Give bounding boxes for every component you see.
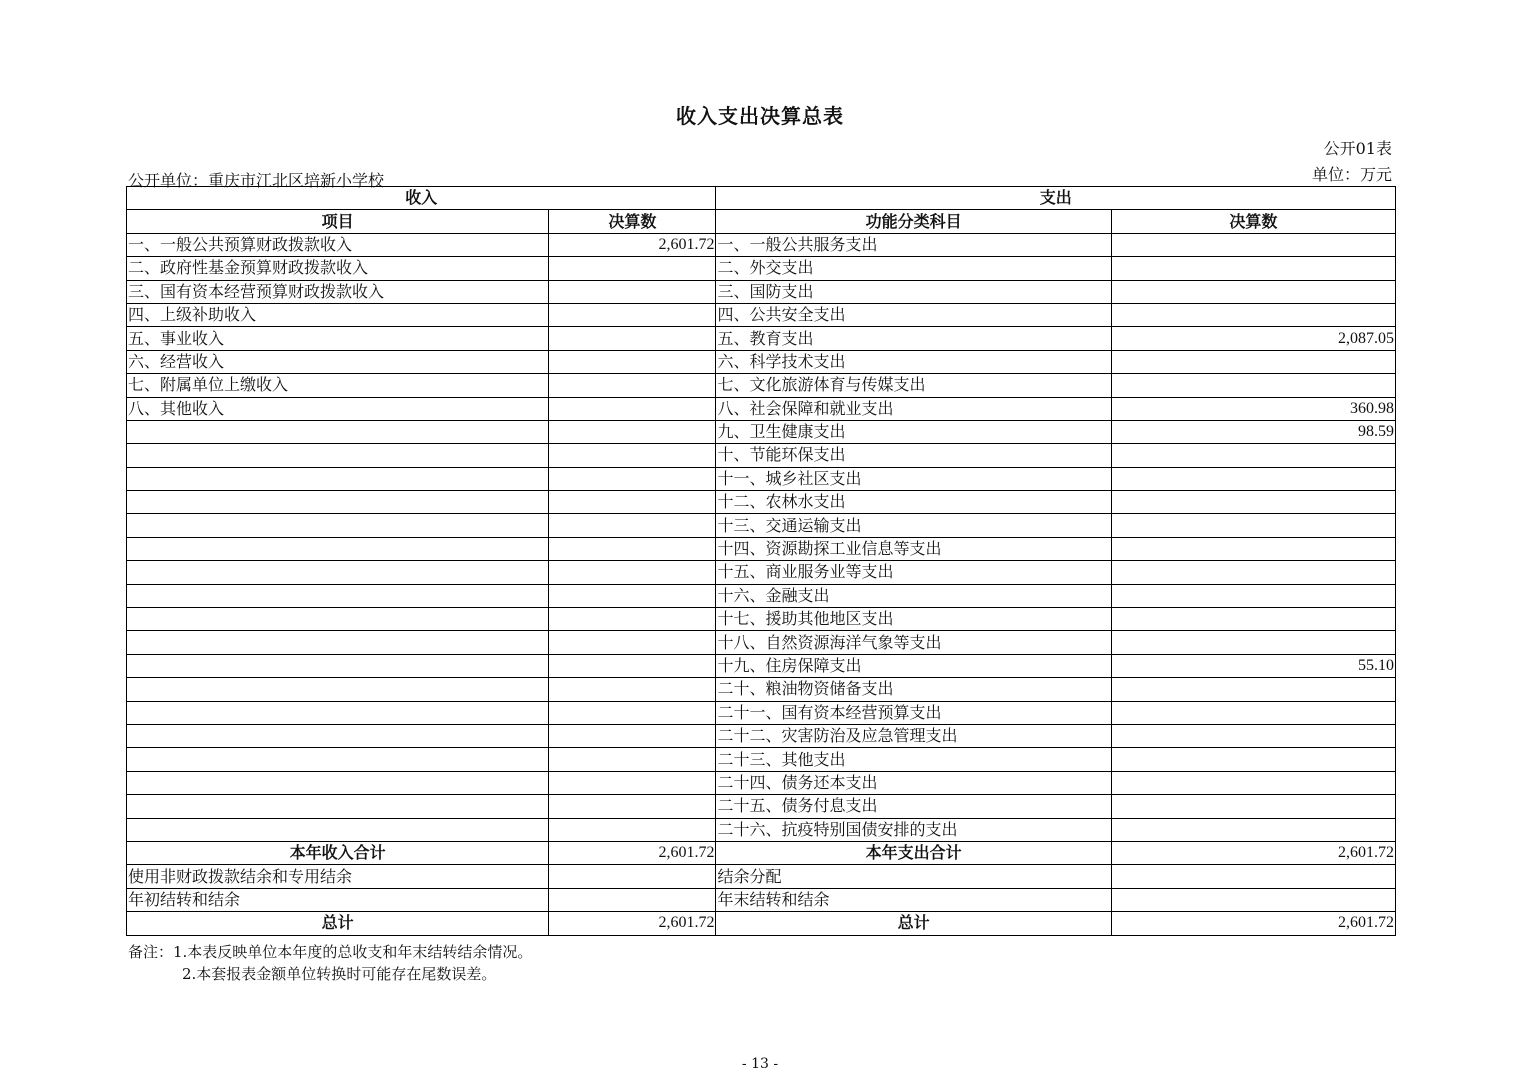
income-amount-cell bbox=[549, 724, 716, 747]
income-item-cell bbox=[127, 561, 549, 584]
total-income-amount: 2,601.72 bbox=[549, 912, 716, 935]
income-amount-cell bbox=[549, 467, 716, 490]
income-item-cell: 七、附属单位上缴收入 bbox=[127, 374, 549, 397]
table-row bbox=[127, 771, 1396, 794]
table-row bbox=[127, 280, 1396, 303]
expense-amount-cell bbox=[1111, 724, 1395, 747]
income-amount-cell bbox=[549, 865, 716, 888]
total-row bbox=[127, 912, 1396, 935]
table-row bbox=[127, 350, 1396, 373]
subtotal-expense-label: 本年支出合计 bbox=[716, 841, 1111, 864]
income-amount-cell bbox=[549, 491, 716, 514]
page-title: 收入支出决算总表 bbox=[676, 104, 844, 128]
expense-amount-cell: 55.10 bbox=[1111, 654, 1395, 677]
expense-amount-cell bbox=[1111, 514, 1395, 537]
income-item-cell: 六、经营收入 bbox=[127, 350, 549, 373]
income-amount-cell bbox=[549, 561, 716, 584]
income-item-cell: 使用非财政拨款结余和专用结余 bbox=[127, 865, 549, 888]
income-item-cell: 一、一般公共预算财政拨款收入 bbox=[127, 233, 549, 256]
expense-amount-cell bbox=[1111, 795, 1395, 818]
note-1: 备注：1.本表反映单位本年度的总收支和年末结转结余情况。 bbox=[128, 943, 533, 961]
expense-item-cell: 十八、自然资源海洋气象等支出 bbox=[716, 631, 1111, 654]
income-amount-cell bbox=[549, 584, 716, 607]
income-amount-cell bbox=[549, 303, 716, 326]
table-row bbox=[127, 724, 1396, 747]
page-number: - 13 - bbox=[741, 1056, 779, 1072]
income-amount-cell bbox=[549, 701, 716, 724]
expense-amount-cell bbox=[1111, 678, 1395, 701]
table-row bbox=[127, 654, 1396, 677]
income-amount-cell bbox=[549, 257, 716, 280]
income-item-cell: 二、政府性基金预算财政拨款收入 bbox=[127, 257, 549, 280]
expense-amount-header: 决算数 bbox=[1111, 210, 1395, 233]
expense-item-cell: 一、一般公共服务支出 bbox=[716, 233, 1111, 256]
expense-amount-cell bbox=[1111, 631, 1395, 654]
expense-amount-cell bbox=[1111, 233, 1395, 256]
table-row bbox=[127, 537, 1396, 560]
income-item-cell bbox=[127, 444, 549, 467]
income-amount-cell bbox=[549, 280, 716, 303]
expense-item-cell: 十三、交通运输支出 bbox=[716, 514, 1111, 537]
income-item-cell bbox=[127, 514, 549, 537]
expense-item-header: 功能分类科目 bbox=[716, 210, 1111, 233]
column-header-row bbox=[127, 210, 1396, 233]
income-amount-cell bbox=[549, 678, 716, 701]
income-item-cell bbox=[127, 678, 549, 701]
expense-item-cell: 二十六、抗疫特别国债安排的支出 bbox=[716, 818, 1111, 841]
table-row bbox=[127, 374, 1396, 397]
income-amount-cell bbox=[549, 444, 716, 467]
table-row bbox=[127, 865, 1396, 888]
total-expense-amount: 2,601.72 bbox=[1111, 912, 1395, 935]
income-amount-cell bbox=[549, 374, 716, 397]
expense-item-cell: 八、社会保障和就业支出 bbox=[716, 397, 1111, 420]
income-amount-cell bbox=[549, 608, 716, 631]
income-item-cell: 五、事业收入 bbox=[127, 327, 549, 350]
table-row bbox=[127, 467, 1396, 490]
expense-amount-cell bbox=[1111, 865, 1395, 888]
expense-item-cell: 十五、商业服务业等支出 bbox=[716, 561, 1111, 584]
table-row bbox=[127, 678, 1396, 701]
expense-item-cell: 二十三、其他支出 bbox=[716, 748, 1111, 771]
expense-item-cell: 十七、援助其他地区支出 bbox=[716, 608, 1111, 631]
income-item-cell: 四、上级补助收入 bbox=[127, 303, 549, 326]
income-item-cell: 三、国有资本经营预算财政拨款收入 bbox=[127, 280, 549, 303]
income-item-cell: 年初结转和结余 bbox=[127, 888, 549, 911]
expense-item-cell: 六、科学技术支出 bbox=[716, 350, 1111, 373]
table-row bbox=[127, 514, 1396, 537]
income-item-cell bbox=[127, 467, 549, 490]
income-item-cell bbox=[127, 420, 549, 443]
income-item-cell bbox=[127, 608, 549, 631]
income-amount-header: 决算数 bbox=[549, 210, 716, 233]
table-row bbox=[127, 748, 1396, 771]
expense-amount-cell bbox=[1111, 818, 1395, 841]
expense-section-header: 支出 bbox=[716, 187, 1396, 210]
income-expense-table bbox=[126, 186, 1396, 936]
income-amount-cell bbox=[549, 771, 716, 794]
form-code: 公开01表 bbox=[1323, 139, 1392, 158]
expense-amount-cell bbox=[1111, 608, 1395, 631]
income-item-cell bbox=[127, 654, 549, 677]
expense-amount-cell bbox=[1111, 537, 1395, 560]
table-row bbox=[127, 420, 1396, 443]
expense-item-cell: 二十四、债务还本支出 bbox=[716, 771, 1111, 794]
expense-item-cell: 十、节能环保支出 bbox=[716, 444, 1111, 467]
income-item-header: 项目 bbox=[127, 210, 549, 233]
income-item-cell bbox=[127, 818, 549, 841]
table-row bbox=[127, 303, 1396, 326]
income-amount-cell bbox=[549, 818, 716, 841]
income-amount-cell: 2,601.72 bbox=[549, 233, 716, 256]
table-row bbox=[127, 888, 1396, 911]
expense-amount-cell bbox=[1111, 444, 1395, 467]
subtotal-income-label: 本年收入合计 bbox=[127, 841, 549, 864]
table-row bbox=[127, 631, 1396, 654]
expense-amount-cell: 98.59 bbox=[1111, 420, 1395, 443]
expense-item-cell: 九、卫生健康支出 bbox=[716, 420, 1111, 443]
expense-item-cell: 三、国防支出 bbox=[716, 280, 1111, 303]
income-item-cell bbox=[127, 491, 549, 514]
table-row bbox=[127, 561, 1396, 584]
expense-item-cell: 十九、住房保障支出 bbox=[716, 654, 1111, 677]
table-row bbox=[127, 444, 1396, 467]
expense-amount-cell bbox=[1111, 280, 1395, 303]
expense-item-cell: 结余分配 bbox=[716, 865, 1111, 888]
expense-amount-cell bbox=[1111, 771, 1395, 794]
income-item-cell bbox=[127, 701, 549, 724]
expense-item-cell: 十四、资源勘探工业信息等支出 bbox=[716, 537, 1111, 560]
note-2: 2.本套报表金额单位转换时可能存在尾数误差。 bbox=[182, 965, 497, 983]
expense-amount-cell bbox=[1111, 584, 1395, 607]
expense-amount-cell bbox=[1111, 748, 1395, 771]
income-amount-cell bbox=[549, 327, 716, 350]
expense-item-cell: 七、文化旅游体育与传媒支出 bbox=[716, 374, 1111, 397]
table-row bbox=[127, 233, 1396, 256]
table-row bbox=[127, 327, 1396, 350]
table-row bbox=[127, 818, 1396, 841]
expense-item-cell: 二十、粮油物资储备支出 bbox=[716, 678, 1111, 701]
expense-item-cell: 十二、农林水支出 bbox=[716, 491, 1111, 514]
income-amount-cell bbox=[549, 537, 716, 560]
expense-item-cell: 二、外交支出 bbox=[716, 257, 1111, 280]
income-amount-cell bbox=[549, 888, 716, 911]
expense-amount-cell bbox=[1111, 257, 1395, 280]
income-item-cell bbox=[127, 724, 549, 747]
income-section-header: 收入 bbox=[127, 187, 716, 210]
expense-amount-cell: 360.98 bbox=[1111, 397, 1395, 420]
table-row bbox=[127, 584, 1396, 607]
income-item-cell bbox=[127, 584, 549, 607]
organization-label: 公开单位：重庆市江北区培新小学校 bbox=[128, 171, 385, 190]
expense-amount-cell: 2,087.05 bbox=[1111, 327, 1395, 350]
subtotal-expense-amount: 2,601.72 bbox=[1111, 841, 1395, 864]
expense-amount-cell bbox=[1111, 467, 1395, 490]
expense-item-cell: 二十一、国有资本经营预算支出 bbox=[716, 701, 1111, 724]
expense-item-cell: 十六、金融支出 bbox=[716, 584, 1111, 607]
income-item-cell bbox=[127, 748, 549, 771]
subtotal-row bbox=[127, 841, 1396, 864]
table-row bbox=[127, 491, 1396, 514]
expense-amount-cell bbox=[1111, 701, 1395, 724]
income-item-cell bbox=[127, 631, 549, 654]
expense-amount-cell bbox=[1111, 374, 1395, 397]
total-expense-label: 总计 bbox=[716, 912, 1111, 935]
expense-amount-cell bbox=[1111, 561, 1395, 584]
table-row bbox=[127, 608, 1396, 631]
income-amount-cell bbox=[549, 654, 716, 677]
subtotal-income-amount: 2,601.72 bbox=[549, 841, 716, 864]
table-row bbox=[127, 795, 1396, 818]
income-amount-cell bbox=[549, 514, 716, 537]
expense-item-cell: 十一、城乡社区支出 bbox=[716, 467, 1111, 490]
expense-item-cell: 四、公共安全支出 bbox=[716, 303, 1111, 326]
income-amount-cell bbox=[549, 397, 716, 420]
income-amount-cell bbox=[549, 631, 716, 654]
table-row bbox=[127, 701, 1396, 724]
expense-amount-cell bbox=[1111, 303, 1395, 326]
expense-amount-cell bbox=[1111, 350, 1395, 373]
expense-item-cell: 二十五、债务付息支出 bbox=[716, 795, 1111, 818]
section-header-row bbox=[127, 187, 1396, 210]
income-amount-cell bbox=[549, 795, 716, 818]
expense-item-cell: 五、教育支出 bbox=[716, 327, 1111, 350]
expense-item-cell: 二十二、灾害防治及应急管理支出 bbox=[716, 724, 1111, 747]
income-amount-cell bbox=[549, 420, 716, 443]
income-item-cell: 八、其他收入 bbox=[127, 397, 549, 420]
income-item-cell bbox=[127, 537, 549, 560]
income-item-cell bbox=[127, 771, 549, 794]
income-item-cell bbox=[127, 795, 549, 818]
expense-amount-cell bbox=[1111, 888, 1395, 911]
unit-label: 单位：万元 bbox=[1311, 165, 1392, 184]
total-income-label: 总计 bbox=[127, 912, 549, 935]
table-row bbox=[127, 257, 1396, 280]
table-row bbox=[127, 397, 1396, 420]
notes bbox=[128, 941, 532, 985]
expense-item-cell: 年末结转和结余 bbox=[716, 888, 1111, 911]
expense-amount-cell bbox=[1111, 491, 1395, 514]
income-amount-cell bbox=[549, 350, 716, 373]
income-amount-cell bbox=[549, 748, 716, 771]
